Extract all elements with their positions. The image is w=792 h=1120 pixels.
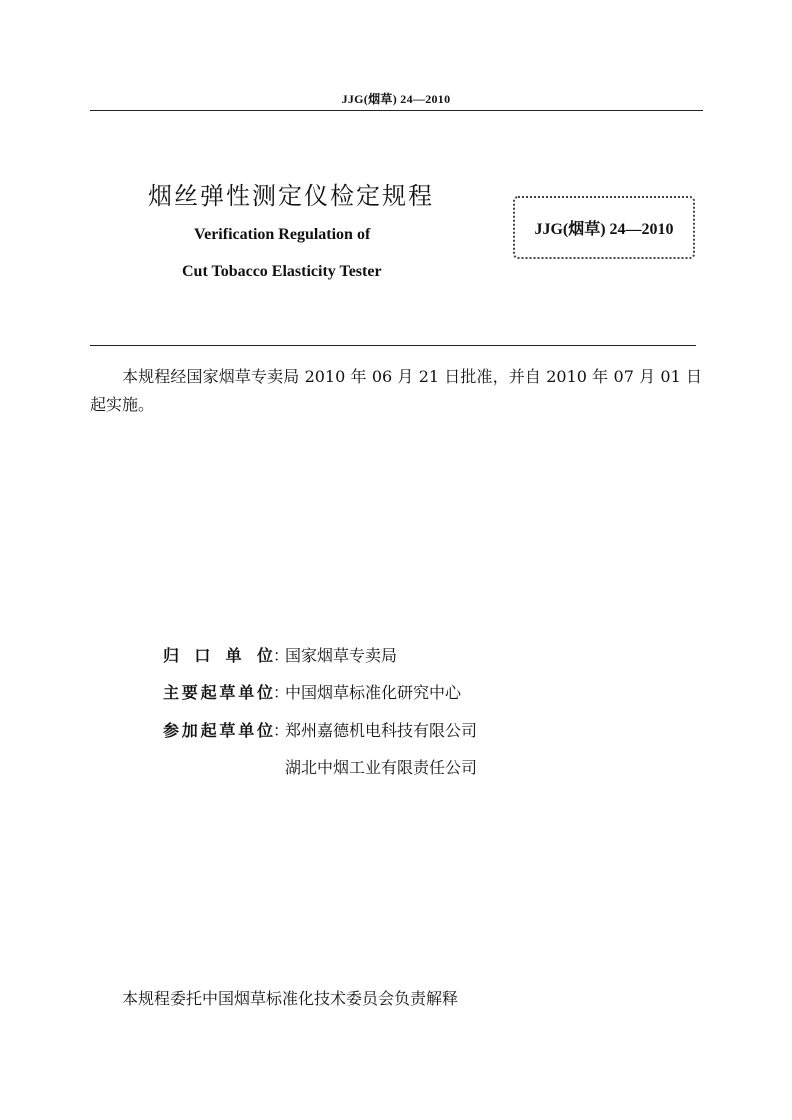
colon: ： [273,683,290,702]
main-drafting-unit-row [163,681,461,705]
main-drafting-unit-label: 主要起草单位 [163,683,273,702]
chinese-title: 烟丝弹性测定仪检定规程 [148,182,434,210]
header-divider [90,110,703,111]
approval-paragraph: 本规程经国家烟草专卖局 2010 年 06 月 21 日批准，并自 2010 年 07 月 01 日起实施。 [90,367,702,414]
title-divider [90,345,696,346]
header-code: JJG(烟草) 24—2010 [341,92,451,106]
participating-unit-value: 郑州嘉德机电科技有限公司 [285,721,478,740]
participating-unit-value-2: 湖北中烟工业有限责任公司 [285,758,478,777]
participating-unit-label: 参加起草单位 [163,721,273,740]
participating-unit-row [163,719,477,743]
responsible-unit-value: 国家烟草专卖局 [285,646,398,665]
main-drafting-unit-value: 中国烟草标准化研究中心 [285,683,462,702]
colon: ： [273,721,290,740]
colon: ： [273,646,290,665]
regulation-code: JJG(烟草) 24—2010 [534,221,674,238]
english-title-line-2: Cut Tobacco Elasticity Tester [182,263,382,280]
interpretation-note: 本规程委托中国烟草标准化技术委员会负责解释 [122,989,459,1008]
english-title-line-1: Verification Regulation of [194,226,371,243]
responsible-unit-label: 归口单位 [163,646,273,665]
responsible-unit-row [163,644,397,668]
regulation-code-box [513,196,695,259]
